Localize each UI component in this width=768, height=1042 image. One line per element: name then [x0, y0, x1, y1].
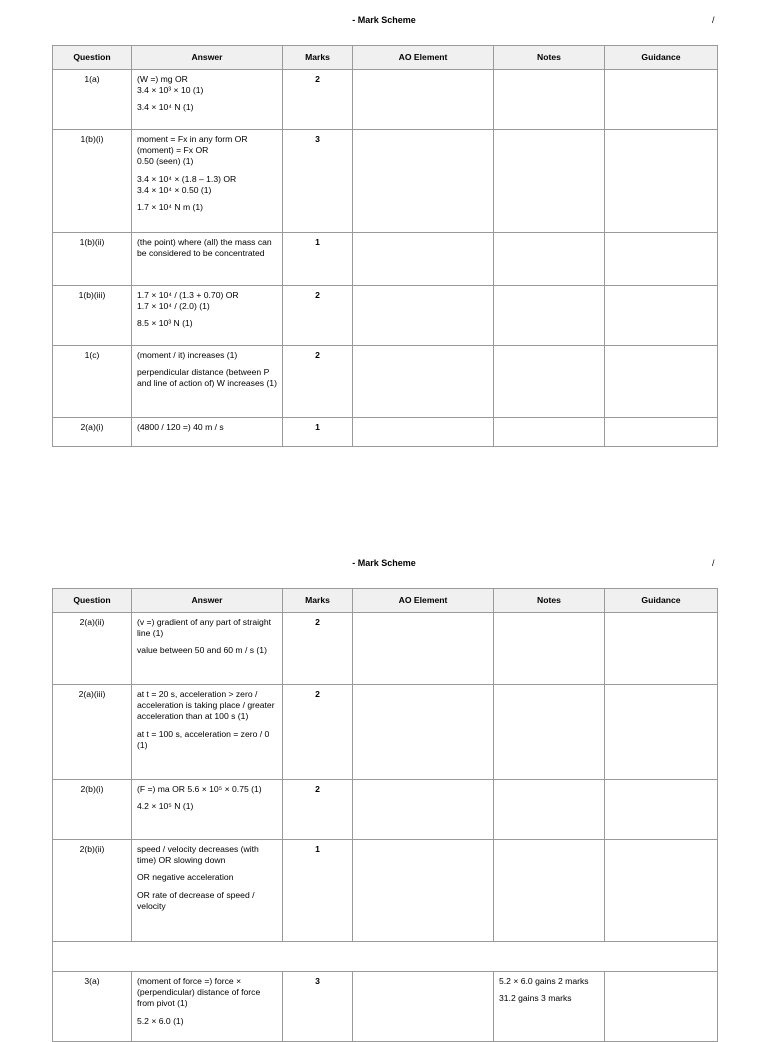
note-line: 5.2 × 6.0 gains 2 marks	[499, 976, 589, 986]
marks-cell: 1	[283, 418, 353, 447]
table-row	[53, 972, 718, 1042]
answer-line: 1.7 × 10⁴ / (1.3 + 0.70) OR 1.7 × 10⁴ / (2.0) (1)	[137, 290, 239, 312]
table-header-row	[53, 46, 718, 70]
marks-cell: 2	[283, 685, 353, 780]
answer-line: 3.4 × 10⁴ × (1.8 – 1.3) OR 3.4 × 10⁴ × 0.50 (1)	[137, 173, 237, 195]
answer-cell	[132, 780, 283, 840]
answer-cell	[132, 70, 283, 130]
table-row	[53, 418, 718, 447]
marks-cell: 2	[283, 70, 353, 130]
table-row	[53, 70, 718, 130]
table-row	[53, 780, 718, 840]
guidance-cell	[605, 613, 718, 685]
answer-cell	[132, 418, 283, 447]
note-line: 31.2 gains 3 marks	[499, 993, 572, 1004]
answer-line: (moment / it) increases (1)	[137, 350, 238, 360]
answer-line: 3.4 × 10⁴ N (1)	[137, 102, 194, 113]
column-header: Answer	[132, 589, 283, 613]
answer-line: (moment of force =) force × (perpendicular) distance of force from pivot (1)	[137, 976, 261, 1009]
notes-cell	[494, 130, 605, 233]
spacer-row	[53, 942, 718, 972]
table-header-row	[53, 589, 718, 613]
answer-line: 1.7 × 10⁴ N m (1)	[137, 201, 204, 212]
marks-cell: 1	[283, 233, 353, 286]
table-row	[53, 840, 718, 942]
answer-line: at t = 100 s, acceleration = zero / 0 (1)	[137, 728, 270, 750]
notes-cell	[494, 840, 605, 942]
answer-line: (v =) gradient of any part of straight line (1)	[137, 617, 271, 639]
ao-element-cell	[353, 418, 494, 447]
question-number: 3(a)	[53, 972, 132, 1042]
question-number: 1(c)	[53, 346, 132, 418]
guidance-cell	[605, 130, 718, 233]
table-row	[53, 130, 718, 233]
column-header: AO Element	[353, 589, 494, 613]
marks-cell: 2	[283, 613, 353, 685]
ao-element-cell	[353, 840, 494, 942]
guidance-cell	[605, 780, 718, 840]
answer-line: 4.2 × 10⁵ N (1)	[137, 801, 194, 812]
column-header: Answer	[132, 46, 283, 70]
page-header	[0, 558, 768, 574]
question-number: 2(a)(ii)	[53, 613, 132, 685]
notes-cell	[494, 346, 605, 418]
answer-text: (W =) mg OR 3.4 × 10³ × 10 (1)	[137, 74, 204, 96]
guidance-cell	[605, 685, 718, 780]
ao-element-cell	[353, 972, 494, 1042]
page-number: /	[712, 558, 715, 568]
column-header: Notes	[494, 46, 605, 70]
answer-cell	[132, 233, 283, 286]
answer-line: (F =) ma OR 5.6 × 10⁵ × 0.75 (1)	[137, 784, 262, 794]
column-header: Notes	[494, 589, 605, 613]
column-header: Guidance	[605, 46, 718, 70]
page-title: - Mark Scheme	[352, 558, 416, 568]
guidance-cell	[605, 346, 718, 418]
mark-scheme-table	[52, 45, 718, 447]
notes-cell	[494, 286, 605, 346]
answer-line: perpendicular distance (between P and line of action of) W increases (1)	[137, 367, 277, 389]
page-header	[0, 15, 768, 31]
notes-cell	[494, 233, 605, 286]
guidance-cell	[605, 840, 718, 942]
table-row	[53, 685, 718, 780]
answer-line: moment = Fx in any form OR (moment) = Fx OR 0.50 (seen) (1)	[137, 134, 248, 167]
marks-cell: 1	[283, 840, 353, 942]
marks-cell: 3	[283, 130, 353, 233]
question-number: 1(a)	[53, 70, 132, 130]
answer-cell	[132, 286, 283, 346]
answer-line: (4800 / 120 =) 40 m / s	[137, 422, 224, 432]
ao-element-cell	[353, 233, 494, 286]
ao-element-cell	[353, 70, 494, 130]
answer-cell	[132, 130, 283, 233]
column-header: Marks	[283, 589, 353, 613]
table-row	[53, 613, 718, 685]
marks-cell: 3	[283, 972, 353, 1042]
question-number: 1(b)(i)	[53, 130, 132, 233]
answer-cell	[132, 346, 283, 418]
question-number: 1(b)(iii)	[53, 286, 132, 346]
ao-element-cell	[353, 346, 494, 418]
ao-element-cell	[353, 685, 494, 780]
ao-element-cell	[353, 780, 494, 840]
answer-cell	[132, 685, 283, 780]
marks-cell: 2	[283, 780, 353, 840]
answer-line: 8.5 × 10³ N (1)	[137, 318, 193, 329]
column-header: Marks	[283, 46, 353, 70]
table-row	[53, 286, 718, 346]
answer-cell	[132, 840, 283, 942]
notes-cell	[494, 418, 605, 447]
marks-cell: 2	[283, 346, 353, 418]
page-number: /	[712, 15, 715, 25]
answer-line: (the point) where (all) the mass can be considered to be concentrated	[137, 237, 272, 259]
question-number: 2(a)(i)	[53, 418, 132, 447]
table-row	[53, 233, 718, 286]
notes-cell	[494, 780, 605, 840]
guidance-cell	[605, 972, 718, 1042]
answer-cell	[132, 613, 283, 685]
column-header: AO Element	[353, 46, 494, 70]
question-number: 1(b)(ii)	[53, 233, 132, 286]
notes-cell	[494, 70, 605, 130]
notes-cell	[494, 972, 605, 1042]
guidance-cell	[605, 286, 718, 346]
answer-line: at t = 20 s, acceleration > zero / acceleration is taking place / greater acceleration than at 100 s (1)	[137, 689, 275, 722]
notes-cell	[494, 613, 605, 685]
ao-element-cell	[353, 130, 494, 233]
answer-line: 5.2 × 6.0 (1)	[137, 1015, 184, 1026]
notes-cell	[494, 685, 605, 780]
guidance-cell	[605, 418, 718, 447]
answer-line: OR negative acceleration	[137, 872, 234, 883]
answer-line: value between 50 and 60 m / s (1)	[137, 645, 267, 656]
guidance-cell	[605, 70, 718, 130]
question-number: 2(b)(i)	[53, 780, 132, 840]
marks-cell: 2	[283, 286, 353, 346]
guidance-cell	[605, 233, 718, 286]
mark-scheme-table	[52, 588, 718, 1042]
question-number: 2(b)(ii)	[53, 840, 132, 942]
answer-cell	[132, 972, 283, 1042]
spacer-cell	[53, 942, 718, 972]
ao-element-cell	[353, 613, 494, 685]
column-header: Question	[53, 46, 132, 70]
column-header: Guidance	[605, 589, 718, 613]
page-title: - Mark Scheme	[352, 15, 416, 25]
ao-element-cell	[353, 286, 494, 346]
column-header: Question	[53, 589, 132, 613]
answer-line: speed / velocity decreases (with time) OR slowing down	[137, 844, 259, 866]
answer-line: OR rate of decrease of speed / velocity	[137, 889, 255, 911]
table-row	[53, 346, 718, 418]
answer-line	[137, 74, 277, 96]
question-number: 2(a)(iii)	[53, 685, 132, 780]
